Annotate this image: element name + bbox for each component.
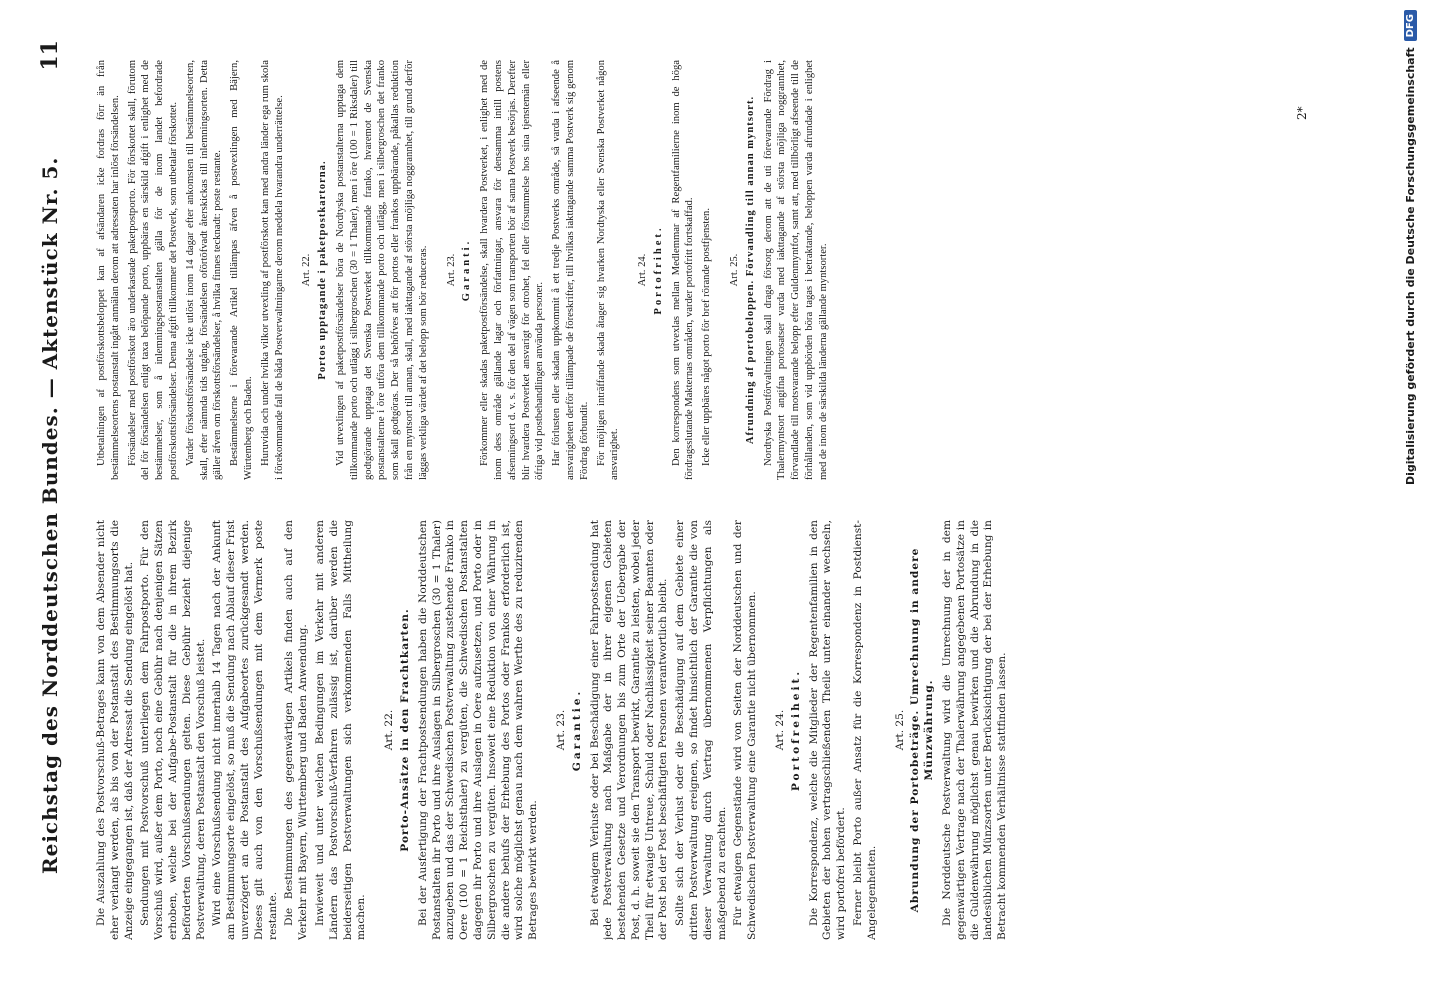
article-label: Art. 23. (445, 253, 457, 287)
swedish-column (95, 60, 1325, 480)
paragraph: Für etwaigen Gegenstände wird von Seiten der Norddeutschen und der Schwedischen Postverwaltung eine Garantie nicht übernommen. (732, 520, 759, 940)
article-label: Art. 25. (729, 253, 741, 287)
paragraph: Bei der Ausfertigung der Frachtpostsendungen haben die Norddeutschen Postanstalten ihr Porto und ihre Auslagen in Silbergroschen (30 = 1 Thaler) anzugeben und das der Schwedischen Postverwaltung zustehende Franko in Oere (100 = 1 Reichsthaler) zu vergüten, die Schwedischen Postanstalten dagegen ihr Porto und ihre Auslagen in Oere aufzusetzen, und Porto oder in Silbergroschen zu vergüten. Insoweit eine Reduktion von einer Währung in die andere behufs der Erhebung des Portos oder Frankos erforderlich ist, wird solche möglichst genau nach dem wahren Werthe des zu reduzirenden Betrages bewirkt werden. (416, 520, 540, 940)
article-label: Art. 22. (301, 253, 313, 287)
article-title: Garantie. (570, 688, 583, 772)
page-title: Reichstag des Norddeutschen Bundes. — Aktenstück Nr. 5. (38, 156, 62, 875)
article-title: Portofreiheit. (789, 668, 802, 792)
paragraph: Vid utvexlingen af paketpostförsändelser böra de Nordtyska postanstalterna upptaga dem tillkommande porto och utlägg i silbergroschen (30 = 1 Thaler), men i öre (100 = 1 Riksdaler) till godtgörande upptaga det Svenska Postverket tillkommande franko, hvaremot de Svenska postanstalterne i öre utföra dem tillkommande porto och utlägg, men i silbergroschen det franko som skall godtgöras. Der så behöfves att för portos eller frankos uppbärande, påkallas reduktion från en myntsort till annan, skall, med iakttagande af största möjliga noggrannhet, till grund derför läggas verkliga värdet af det belopp som bör reduceras. (334, 60, 429, 480)
article-title: Afrundning af portobeloppen. Förvandling till annan myntsort. (744, 95, 756, 445)
paragraph: Sendungen mit Postvorschuß unterliegen dem Fahrpostporto. Für den Vorschuß wird, außer dem Porto, noch eine Gebühr nach denjenigen Sätzen erhoben, welche bei der Aufgabe-Postanstalt für die in ihrem Bezirk beförderten Vorschußsendungen gelten. Diese Gebühr bezieht diejenige Postverwaltung, deren Postanstalt den Vorschuß leistet. (139, 520, 207, 940)
paragraph: Bestämmelserne i förevarande Artikel tillämpas äfven å postvexlingen med Bäjern, Würtemberg och Baden. (229, 60, 254, 480)
paragraph: Den korrespondens som utvexlas mellan Medlemmar af Regentfamilierne inom de höga fördragsslutande Makternas områden, varder portofritt fortskaffad. (670, 60, 696, 480)
paragraph: Ferner bleibt Porto außer Ansatz für die Korrespondenz in Postdienst-Angelegenheiten. (852, 520, 878, 940)
article-label: Art. 25. (893, 709, 906, 751)
paragraph: För möjligen inträffande skada åtager sig hvarken Nordtyska eller Svenska Postverket någon ansvarighet. (595, 60, 621, 480)
paragraph: Sollte sich der Verlust oder die Beschädigung auf dem Gebiete einer dritten Postverwaltung ereignen, so findet hinsichtlich der Garantie die von dieser Verwaltung durch Vertrag übernommenen Verpflichtungen als maßgebend zu erachten. (674, 520, 728, 940)
paragraph: Die Auszahlung des Postvorschuß-Betrages kann von dem Absender nicht eher verlangt werden, als bis von der Postanstalt des Bestimmungsorts die Anzeige eingegangen ist, daß der Adressat die Sendung eingelöst hat. (95, 520, 135, 940)
paragraph: Die Bestimmungen des gegenwärtigen Artikels finden auch auf den Verkehr mit Bayern, Württemberg und Baden Anwendung. (283, 520, 310, 940)
paragraph: Wird eine Vorschußsendung nicht innerhalb 14 Tagen nach der Ankunft am Bestimmungsorte eingelöst, so muß die Sendung nach Ablauf dieser Frist unverzögert an die Postanstalt des Aufgabeortes zurückgesandt werden. Dieses gilt auch von den Vorschußsendungen mit dem Vermerk poste restante. (211, 520, 279, 940)
article-title: Abrundung der Portobeträge. Umrechnung in andere Münzwährung. (909, 547, 936, 913)
paragraph: Förkommer eller skadas paketpostförsändelse, skall hvardera Postverket, i enlighet med de inom dess område gällande lagar och författningar, ansvara för densamma intill postens afsenningsort d. v. s. för den del af vägen som transporten bör af sanna Postverk besörjas. Derefter blir hvardera Postverket ansvarigt för otrohet, fel eller försummelse hos sina tjenstemän eller öfriga vid postbehandlingen använda personer. (479, 60, 546, 480)
article-label: Art. 24. (637, 253, 649, 287)
digitization-watermark (1395, 0, 1425, 1000)
article-label: Art. 24. (774, 709, 787, 751)
paragraph: Die Korrespondenz, welche die Mitglieder der Regentenfamilien in den Gebieten der hohen vertragschließenden Theile unter einander wechseln, wird portofrei befördert. (807, 520, 848, 940)
sheet-signature-mark: 2* (1295, 106, 1309, 120)
paragraph: Utbetalningen af postförskottsbeloppet kan af afsändaren icke fordras förr än från bestämmelseortens postanstalt ingått anmälan derom att adressaten har inlöst försändelsen. (96, 60, 121, 480)
german-column (95, 520, 1325, 940)
paragraph: Försändelser med postförskott äro underkastade paketpostporto. För förskottet skall, förutom del för försändelsen enligt taxa belöpande porto, uppbäras en särskild afgift i enlighet med de bestämmelser, som å inlemningspostanstalten gälla för de inom landet befordrade postförskottsförsändelser. Denna afgift tillkommer det Postverk, som utbetalar förskottet. (126, 60, 179, 480)
paragraph: Varder förskottsförsändelse icke utlöst inom 14 dagar efter ankomsten till bestämmelseorten, skall, efter nämnda tids utgång, försändelsen oförtöfvadt återskickas till inlemningsorten. Detta gäller äfven om förskottsförsändelser, å hvilka finnes tecknadt: poste restante. (184, 60, 224, 480)
paragraph: Nordtyska Postförvaltningen skall draga försorg derom att de uti förevarande Fördrag i Thalermyntsort angifna portosatser varda med iakttagande af största möjliga noggrannhet, förvandlade till motsvarande belopp efter Guldenmyntfot, samt att, med tillbörligt afseende till de förhållanden, som vid uppbörden böra tagas i betraktande, beloppen varda afrundade i enlighet med de inom de särskilda länderna gällande myntsorter. (762, 60, 829, 480)
article-title: Portofrihet. (652, 225, 664, 315)
paragraph: Har förlusten eller skadan uppkommit å ett tredje Postverks område, så varda i afseende å ansvarigheten derför tillämpade de föreskrifter, till hvilkas iakttagande samma Postverk sig genom Fördrag förbundit. (551, 60, 590, 480)
paragraph: Inwieweit und unter welchen Bedingungen im Verkehr mit anderen Ländern das Postvorschuß-Verfahren zulässig ist, darüber werden die beiderseitigen Postverwaltungen sich verkommenden Falls Mittheilung machen. (313, 520, 368, 940)
article-label: Art. 23. (554, 709, 567, 751)
page-header (20, 40, 80, 940)
page-number: 11 (37, 40, 63, 71)
paragraph: Die Norddeutsche Postverwaltung wird die Umrechnung der in dem gegenwärtigen Vertrage nach der Thalerwährung angegebenen Portosätze in die Guldenwährung möglichst genau bewirken und die Abrundung in die landesüblichen Münzsorten unter Berücksichtigung der bei der Erhebung in Betracht kommenden Verhältnisse stattfinden lassen. (941, 520, 1009, 940)
paragraph: Icke eller uppbäres något porto för bref rörande postfjensten. (701, 208, 713, 466)
dfg-logo-badge: DFG (1404, 10, 1417, 41)
article-title: Portos upptagande i paketpostkartorna. (317, 160, 329, 380)
article-label: Art. 22. (383, 709, 396, 751)
article-title: Porto-Ansätze in den Frachtkarten. (398, 608, 411, 852)
paragraph: Huruvida och under hvilka vilkor utvexling af postförskott kan med andra länder ega rum skola i förekommande fall de båda Postverwaltningarne derom meddela hvarandra underrättelse. (259, 60, 285, 480)
watermark-text: Digitalisierung gefördert durch die Deutsche Forschungsgemeinschaft (1403, 47, 1417, 486)
article-title: Garanti. (461, 238, 473, 302)
paragraph: Bei etwaigem Verluste oder bei Beschädigung einer Fahrpostsendung hat jede Postverwaltung nach Maßgabe der in ihrer eigenen Gebieten bestehenden Gesetze und Verordnungen bis zum Orte der Uebergabe der Post, d. h. soweit sie den Transport bewirkt, Garantie zu leisten, wobei jeder Theil für etwaige Untreue, Schuld oder Nachlässigkeit seiner Beamten oder der Post bei der Post beschäftigten Personen verantwortlich bleibt. (588, 520, 670, 940)
